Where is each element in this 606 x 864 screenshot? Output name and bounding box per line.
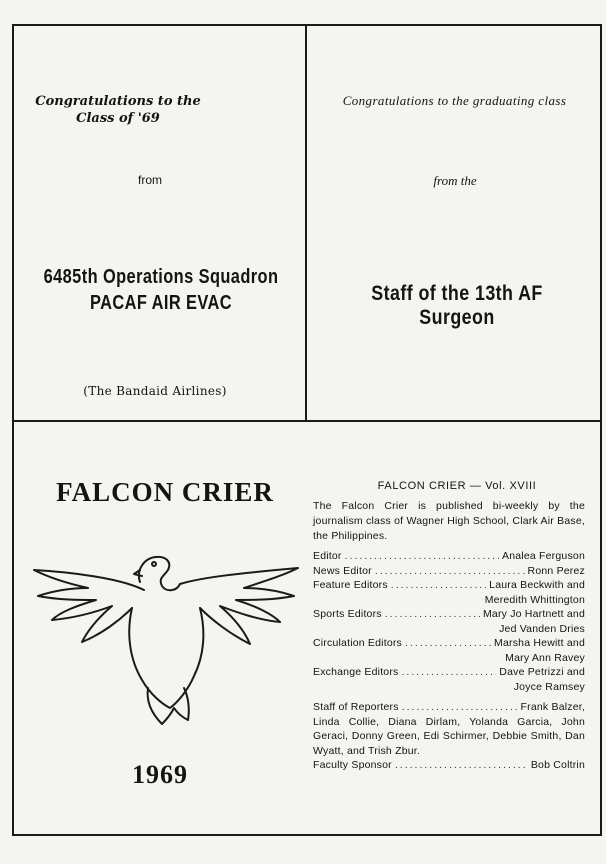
ad-left-congratulations	[18, 93, 218, 127]
leader-dots	[395, 758, 528, 773]
ad-right-congratulations: Congratulations to the graduating class	[342, 93, 567, 108]
staff-name: Mary Jo Hartnett and	[482, 608, 585, 620]
staff-box-heading: FALCON CRIER — Vol. XVIII	[377, 480, 537, 492]
sponsor-entry	[313, 758, 585, 773]
reporters-list: Linda Collie, Diana Dirlam, Yolanda Garcia, John Geraci, Donny Green, Edi Schirmer, Debbie Smith, Dan Wyatt, and Trish Zbur.	[313, 715, 585, 757]
staff-entry	[313, 607, 585, 622]
ad-divider-vertical	[305, 24, 307, 422]
staff-role: Feature Editors	[313, 579, 388, 591]
staff-role: Exchange Editors	[313, 666, 399, 678]
staff-name-continued: Jed Vanden Dries	[499, 622, 585, 635]
leader-dots	[402, 700, 518, 715]
reporters-entry	[313, 700, 585, 715]
staff-list	[313, 549, 585, 773]
ad-left-title-line2: Class of '69	[76, 111, 160, 126]
leader-dots	[375, 564, 525, 579]
staff-name: Marsha Hewitt and	[494, 637, 585, 649]
ad-left-organization	[42, 264, 280, 316]
sponsor-name: Bob Coltrin	[530, 759, 585, 771]
ad-left-title-line1: Congratulations to the	[35, 94, 201, 109]
staff-entry	[313, 665, 585, 680]
leader-dots	[345, 549, 499, 564]
staff-name-continued: Meredith Whittington	[484, 593, 585, 606]
staff-entry	[313, 578, 585, 593]
staff-role: Sports Editors	[313, 608, 382, 620]
staff-name: Analea Ferguson	[502, 550, 585, 562]
staff-name: Ronn Perez	[527, 564, 585, 577]
ad-left-org-line1: 6485th Operations Squadron	[43, 266, 279, 288]
staff-role: Circulation Editors	[313, 637, 402, 649]
sponsor-role: Faculty Sponsor	[313, 759, 392, 771]
staff-name: Laura Beckwith and	[489, 579, 585, 591]
ad-left-org-line2: PACAF AIR EVAC	[89, 292, 233, 314]
leader-dots	[405, 636, 491, 651]
staff-entry	[313, 549, 585, 564]
staff-box-intro: The Falcon Crier is published bi-weekly by the journalism class of Wagner High School, Clark Air Base, the Philippines.	[313, 500, 585, 542]
masthead-title: FALCON CRIER	[56, 477, 274, 507]
staff-name-continued: Mary Ann Ravey	[505, 651, 585, 664]
masthead-year: 1969	[132, 760, 188, 789]
staff-name-continued: Joyce Ramsey	[513, 680, 585, 693]
leader-dots	[402, 665, 497, 680]
ad-right-organization: Staff of the 13th AF Surgeon	[371, 282, 543, 329]
ad-left-from: from	[138, 173, 162, 187]
staff-role: News Editor	[313, 564, 372, 577]
reporters-role: Staff of Reporters	[313, 701, 399, 713]
eagle-icon	[30, 548, 302, 728]
staff-entry	[313, 636, 585, 651]
leader-dots	[391, 578, 486, 593]
leader-dots	[385, 607, 480, 622]
reporters-first: Frank Balzer,	[520, 701, 585, 713]
ad-left-nickname: (The Bandaid Airlines)	[83, 384, 227, 398]
staff-role: Editor	[313, 550, 342, 562]
ad-divider-horizontal	[12, 420, 602, 422]
staff-name: Dave Petrizzi and	[499, 666, 585, 678]
ad-right-from: from the	[433, 173, 477, 188]
staff-entry	[313, 564, 585, 579]
